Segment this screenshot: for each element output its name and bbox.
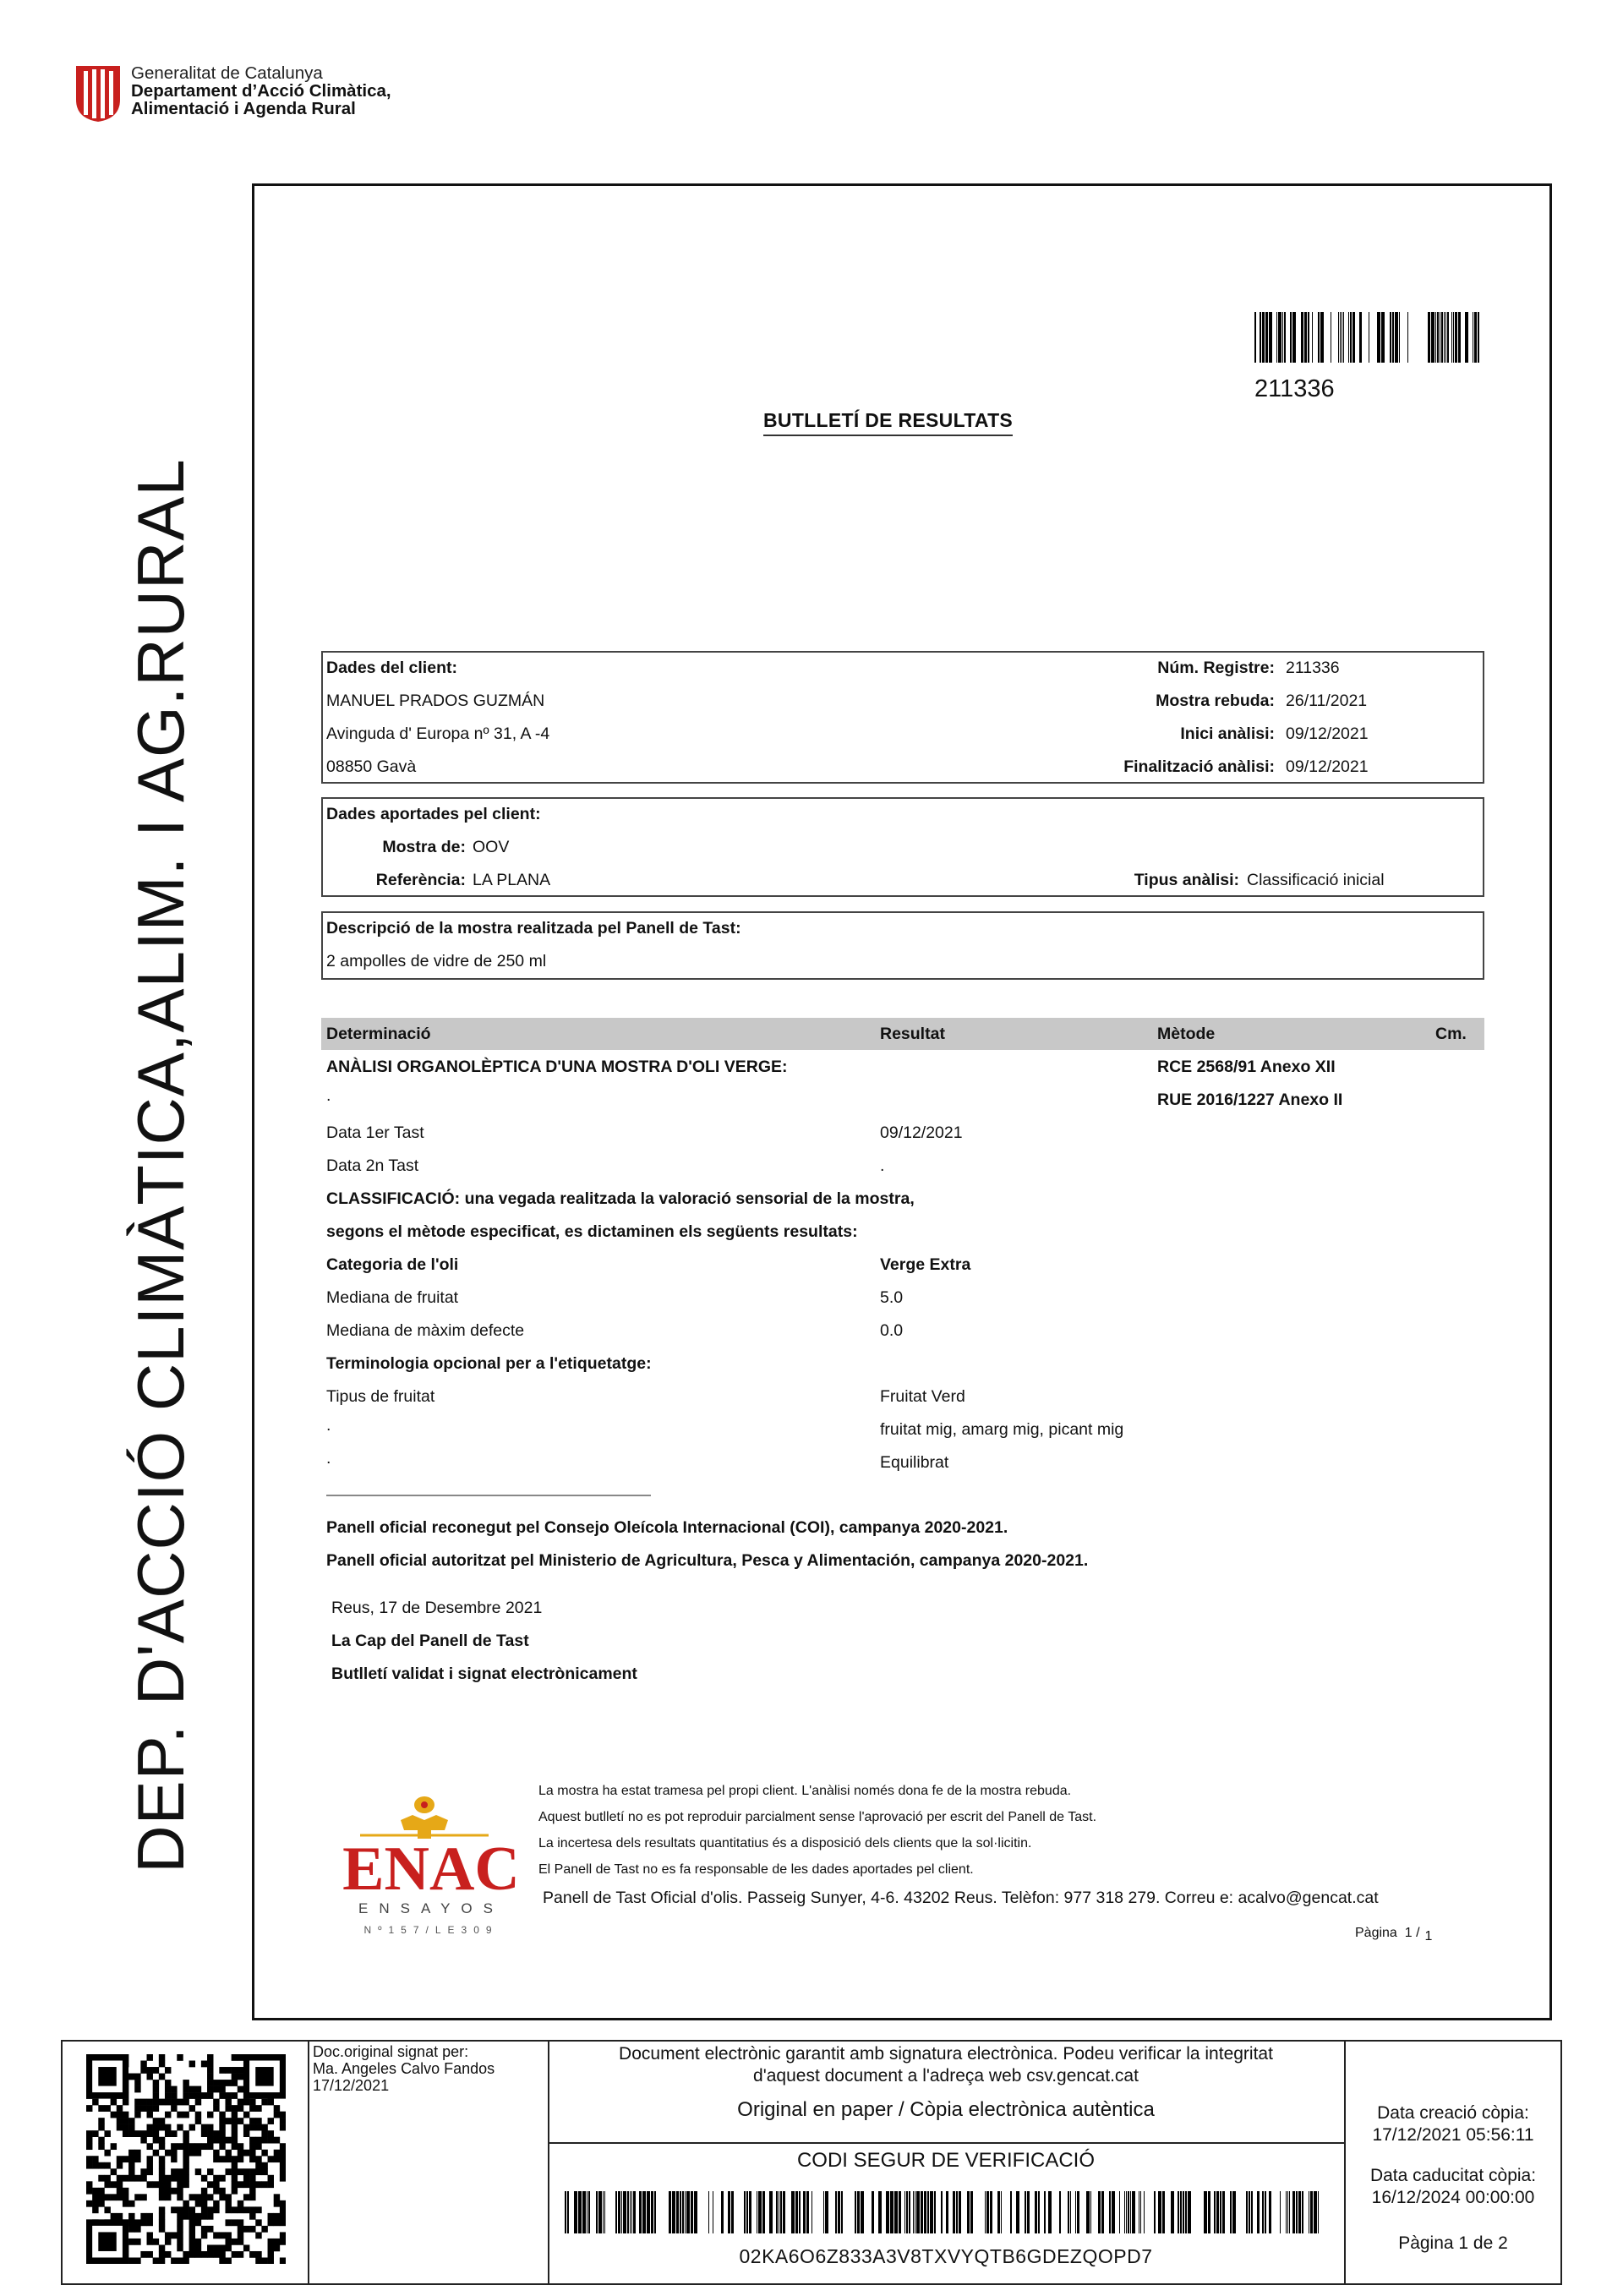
descriptor-2: Equilibrat [880,1453,949,1472]
copy-expiry-value: 16/12/2024 00:00:00 [1371,2188,1535,2207]
sample-of-value: OOV [473,838,510,856]
fruitiness-median-label: Mediana de fruitat [326,1288,459,1307]
method-1: RCE 2568/91 Anexo XII [1157,1058,1336,1076]
client-name: MANUEL PRADOS GUZMÁN [326,692,545,710]
fruit-type-label: Tipus de fruitat [326,1387,435,1406]
strip-page-number: Pàgina 1 de 2 [1398,2233,1508,2253]
signature-place-date: Reus, 17 de Desembre 2021 [331,1599,543,1617]
oil-category-value: Verge Extra [880,1255,971,1274]
defect-median-value: 0.0 [880,1321,904,1340]
page-total: 1 [1424,1929,1433,1943]
enac-sub: ENSAYOS [358,1900,504,1916]
copy-created-value: 17/12/2021 05:56:11 [1372,2125,1534,2145]
signed-by-label: Doc.original signat per: [313,2043,469,2060]
terminology-heading: Terminologia opcional per a l'etiquetatge: [326,1354,652,1373]
note-4: El Panell de Tast no es fa responsable de les dades aportades pel client. [538,1862,974,1877]
guarantee-line-1: Document electrònic garantit amb signatura electrònica. Podeu verificar la integritat [619,2044,1273,2064]
contact-line: Panell de Tast Oficial d'olis. Passeig Sunyer, 4-6. 43202 Reus. Telèfon: 977 318 279. Correu e: acalvo@gencat.cat [543,1889,1379,1907]
note-2: Aquest butlletí no es pot reproduir parcialment sense l'aprovació per escrit del Panell de Tast. [538,1810,1097,1824]
org-line-1: Generalitat de Catalunya [131,63,323,83]
sample-received-value: 26/11/2021 [1286,692,1368,710]
copy-created-label: Data creació còpia: [1377,2103,1529,2123]
enac-brand: ENAC [342,1834,520,1904]
signature-role: La Cap del Panell de Tast [331,1632,529,1650]
csv-label: CODI SEGUR DE VERIFICACIÓ [796,2149,1096,2172]
sample-of-label: Mostra de: [382,838,466,856]
descriptor-1: fruitat mig, amarg mig, picant mig [880,1420,1124,1439]
second-tasting-value: . [880,1156,885,1175]
signature-validated: Butlletí validat i signat electrònicament [331,1665,637,1683]
registration-barcode [1254,312,1481,363]
fruitiness-median-value: 5.0 [880,1288,904,1307]
sample-received-label: Mostra rebuda: [1156,692,1275,710]
classification-text: una vegada realitzada la valoració sensorial de la mostra, [460,1189,915,1208]
placeholder-dot: . [326,1086,331,1105]
col-determination: Determinació [326,1025,431,1043]
note-3: La incertesa dels resultats quantitatius és a disposició dels clients que la sol·licitin. [538,1836,1032,1850]
placeholder-dot: . [326,1416,331,1435]
organization-header [131,64,391,118]
guarantee-line-2: d'aquest document a l'adreça web csv.gencat.cat [753,2066,1139,2086]
fruit-type-value: Fruitat Verd [880,1387,965,1406]
side-department-text: DEP. D'ACCIÓ CLIMÀTICA,ALIM. I AG.RURAL [123,458,198,1873]
generalitat-logo [73,63,123,123]
client-city: 08850 Gavà [326,757,417,776]
registration-number: 211336 [1254,375,1335,402]
separator-line [326,1495,651,1496]
method-2: RUE 2016/1227 Anexo II [1157,1091,1343,1109]
analysis-type-value: Classificació inicial [1247,871,1385,889]
classification-line-2: segons el mètode especificat, es dictaminen els següents resultats: [326,1222,858,1241]
reference-label: Referència: [375,871,466,889]
org-line-2: Departament d’Acció Climàtica, [131,81,391,101]
page-indicator [1355,1926,1433,1943]
crown-icon [360,1796,489,1839]
description-value: 2 ampolles de vidre de 250 ml [326,952,547,970]
classification-label: CLASSIFICACIÓ: [326,1189,461,1208]
col-cm: Cm. [1435,1025,1467,1043]
strip-divider [308,2040,309,2285]
signed-date: 17/12/2021 [313,2077,390,2094]
enac-code: Nº157/LE309 [363,1924,499,1936]
analysis-end-value: 09/12/2021 [1286,757,1369,776]
analysis-title: ANÀLISI ORGANOLÈPTICA D'UNA MOSTRA D'OLI VERGE: [326,1058,788,1076]
reference-value: LA PLANA [473,871,551,889]
placeholder-dot: . [326,1449,331,1468]
panel-recognition-line: Panell oficial reconegut pel Consejo Oleícola Internacional (COI), campanya 2020-2021. [326,1518,1008,1537]
client-heading: Dades del client: [326,659,457,677]
col-method: Mètode [1157,1025,1216,1043]
second-tasting-label: Data 2n Tast [326,1156,419,1175]
first-tasting-value: 09/12/2021 [880,1123,963,1142]
note-1: La mostra ha estat tramesa pel propi client. L'anàlisi només dona fe de la mostra rebuda. [538,1784,1072,1798]
analysis-end-label: Finalització anàlisi: [1123,757,1275,776]
defect-median-label: Mediana de màxim defecte [326,1321,525,1340]
copy-type: Original en paper / Còpia electrònica autèntica [737,2098,1155,2121]
registry-number-value: 211336 [1286,659,1340,677]
page-label: Pàgina [1355,1926,1397,1940]
document-frame [252,183,1552,2020]
org-line-3: Alimentació i Agenda Rural [131,99,356,118]
description-heading: Descripció de la mostra realitzada pel Panell de Tast: [326,919,741,938]
classification-line-1 [326,1189,915,1209]
copy-expiry-label: Data caducitat còpia: [1369,2166,1537,2185]
qr-code[interactable] [86,2054,286,2264]
first-tasting-label: Data 1er Tast [326,1123,424,1142]
col-result: Resultat [880,1025,945,1043]
analysis-type-label: Tipus anàlisi: [1134,871,1239,889]
page-title: BUTLLETÍ DE RESULTATS [763,409,1013,436]
page-number: 1 / [1404,1926,1420,1940]
enac-logo [331,1790,531,1940]
csv-barcode [565,2191,1320,2233]
oil-category-label: Categoria de l'oli [326,1255,459,1274]
provided-heading: Dades aportades pel client: [326,805,541,823]
analysis-start-value: 09/12/2021 [1286,724,1369,743]
strip-divider [548,2142,1344,2144]
csv-code[interactable]: 02KA6O6Z833A3V8TXVYQTB6GDEZQOPD7 [739,2245,1153,2267]
signer-name: Ma. Angeles Calvo Fandos [313,2060,495,2077]
panel-authorization-line: Panell oficial autoritzat pel Ministerio de Agricultura, Pesca y Alimentación, campanya 2020-2021. [326,1551,1089,1570]
client-address: Avinguda d' Europa nº 31, A -4 [326,724,550,743]
registry-number-label: Núm. Registre: [1157,659,1275,677]
analysis-start-label: Inici anàlisi: [1180,724,1275,743]
